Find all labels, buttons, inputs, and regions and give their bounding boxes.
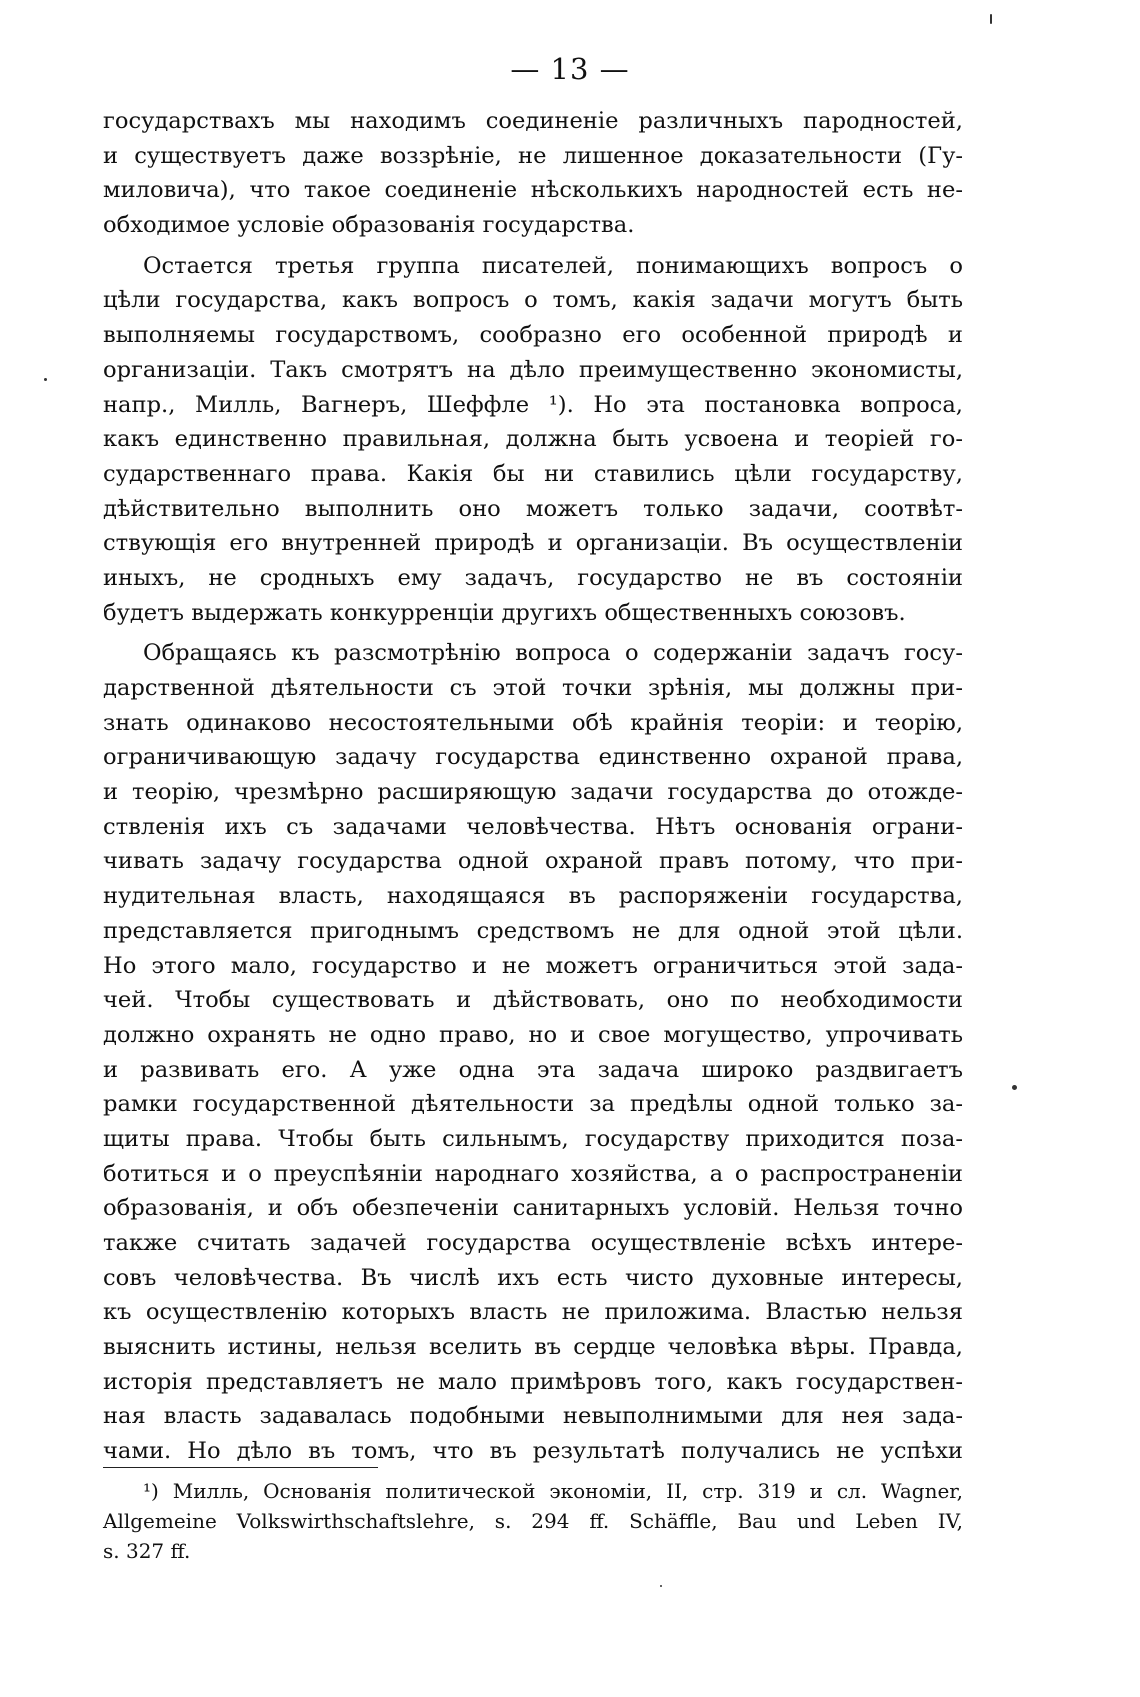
text-line: обходимое условіе образованія государства. xyxy=(103,212,635,239)
paragraph xyxy=(103,249,963,631)
page-number: — 13 — xyxy=(510,52,630,86)
text-line: государствахъ мы находимъ соединеніе различныхъ пародностей, xyxy=(103,108,963,134)
text-line: Но этого мало, государство и не можетъ ограничиться этой зада- xyxy=(103,952,963,979)
text-line: будетъ выдержать конкурренціи другихъ общественныхъ союзовъ. xyxy=(103,599,906,626)
text-line: ствленія ихъ съ задачами человѣчества. Нѣтъ основанія ограни- xyxy=(103,813,963,840)
text-line: къ осуществленію которыхъ власть не приложима. Властью нельзя xyxy=(103,1299,963,1326)
text-line: Остается третья группа писателей, понимающихъ вопросъ о xyxy=(143,252,963,279)
footnote-divider xyxy=(103,1467,378,1468)
text-line: и развивать его. А уже одна эта задача широко раздвигаетъ xyxy=(103,1056,963,1083)
text-line: чей. Чтобы существовать и дѣйствовать, оно по необходимости xyxy=(103,987,963,1014)
paragraph xyxy=(103,636,963,1469)
text-line: и теорію, чрезмѣрно расширяющую задачи государства до отожде- xyxy=(103,779,963,806)
text-line: ствующія его внутренней природѣ и организаціи. Въ осуществленіи xyxy=(103,530,963,557)
text-line: какъ единственно правильная, должна быть усвоена и теоріей го- xyxy=(103,426,963,453)
body-text xyxy=(103,104,963,1469)
text-line: цѣли государства, какъ вопросъ о томъ, какія задачи могутъ быть xyxy=(103,287,963,314)
text-line: иныхъ, не сродныхъ ему задачъ, государство не въ состояніи xyxy=(103,564,963,591)
scan-speck xyxy=(44,378,47,381)
text-line: также считать задачей государства осуществленіе всѣхъ интере- xyxy=(103,1230,963,1256)
text-line: представляется пригоднымъ средствомъ не для одной этой цѣли. xyxy=(103,917,963,944)
scan-speck xyxy=(990,14,992,24)
text-line: чами. Но дѣло въ томъ, что въ результатѣ получались не успѣхи xyxy=(103,1438,963,1465)
text-line: организаціи. Такъ смотрятъ на дѣло преимущественно экономисты, xyxy=(103,356,963,383)
text-line: выяснить истины, нельзя вселить въ сердце человѣка вѣры. Правда, xyxy=(103,1334,963,1361)
text-line: сударственнаго права. Какія бы ни ставились цѣли государству, xyxy=(103,460,963,487)
text-line: образованія, и объ обезпеченіи санитарныхъ условій. Нельзя точно xyxy=(103,1195,963,1222)
text-line: выполняемы государствомъ, сообразно его особенной природѣ и xyxy=(103,322,963,349)
footnote xyxy=(103,1476,963,1566)
footnote-line: s. 327 ff. xyxy=(103,1539,191,1563)
text-line: миловича), что такое соединеніе нѣсколькихъ народностей есть не- xyxy=(103,177,963,204)
text-line: дѣйствительно выполнить оно можетъ только задачи, соотвѣт- xyxy=(103,495,963,522)
text-line: ограничивающую задачу государства единственно охраной права, xyxy=(103,744,963,771)
scan-speck xyxy=(660,1585,662,1587)
paragraph xyxy=(103,104,963,243)
text-line: исторія представляетъ не мало примѣровъ того, какъ государствен- xyxy=(103,1368,963,1395)
text-line: напр., Милль, Вагнеръ, Шеффле ¹). Но эта постановка вопроса, xyxy=(103,391,963,418)
text-line: щиты права. Чтобы быть сильнымъ, государству приходится поза- xyxy=(103,1125,963,1152)
text-line: ботиться и о преуспѣяніи народнаго хозяйства, а о распространеніи xyxy=(103,1160,963,1187)
text-line: знать одинаково несостоятельными обѣ крайнія теоріи: и теорію, xyxy=(103,709,963,736)
text-line: Обращаясь къ разсмотрѣнію вопроса о содержаніи задачъ госу- xyxy=(143,640,963,667)
scan-speck xyxy=(1012,1085,1017,1090)
text-line: чивать задачу государства одной охраной правъ потому, что при- xyxy=(103,848,963,875)
text-line: рамки государственной дѣятельности за предѣлы одной только за- xyxy=(103,1091,963,1118)
text-line: нудительная власть, находящаяся въ распоряженіи государства, xyxy=(103,883,963,910)
text-line: дарственной дѣятельности съ этой точки зрѣнія, мы должны при- xyxy=(103,675,963,701)
footnote-line: ¹) Милль, Основанія политической экономіи, II, стр. 319 и сл. Wagner, xyxy=(143,1479,963,1503)
text-line: должно охранять не одно право, но и свое могущество, упрочивать xyxy=(103,1021,963,1048)
text-line: совъ человѣчества. Въ числѣ ихъ есть чисто духовные интересы, xyxy=(103,1264,963,1291)
footnote-line: Allgemeine Volkswirthschaftslehre, s. 294 ff. Schäffle, Bau und Leben IV, xyxy=(103,1509,963,1533)
text-line: ная власть задавалась подобными невыполнимыми для нея зада- xyxy=(103,1403,963,1430)
text-line: и существуетъ даже воззрѣніе, не лишенное доказательности (Гу- xyxy=(103,142,963,169)
